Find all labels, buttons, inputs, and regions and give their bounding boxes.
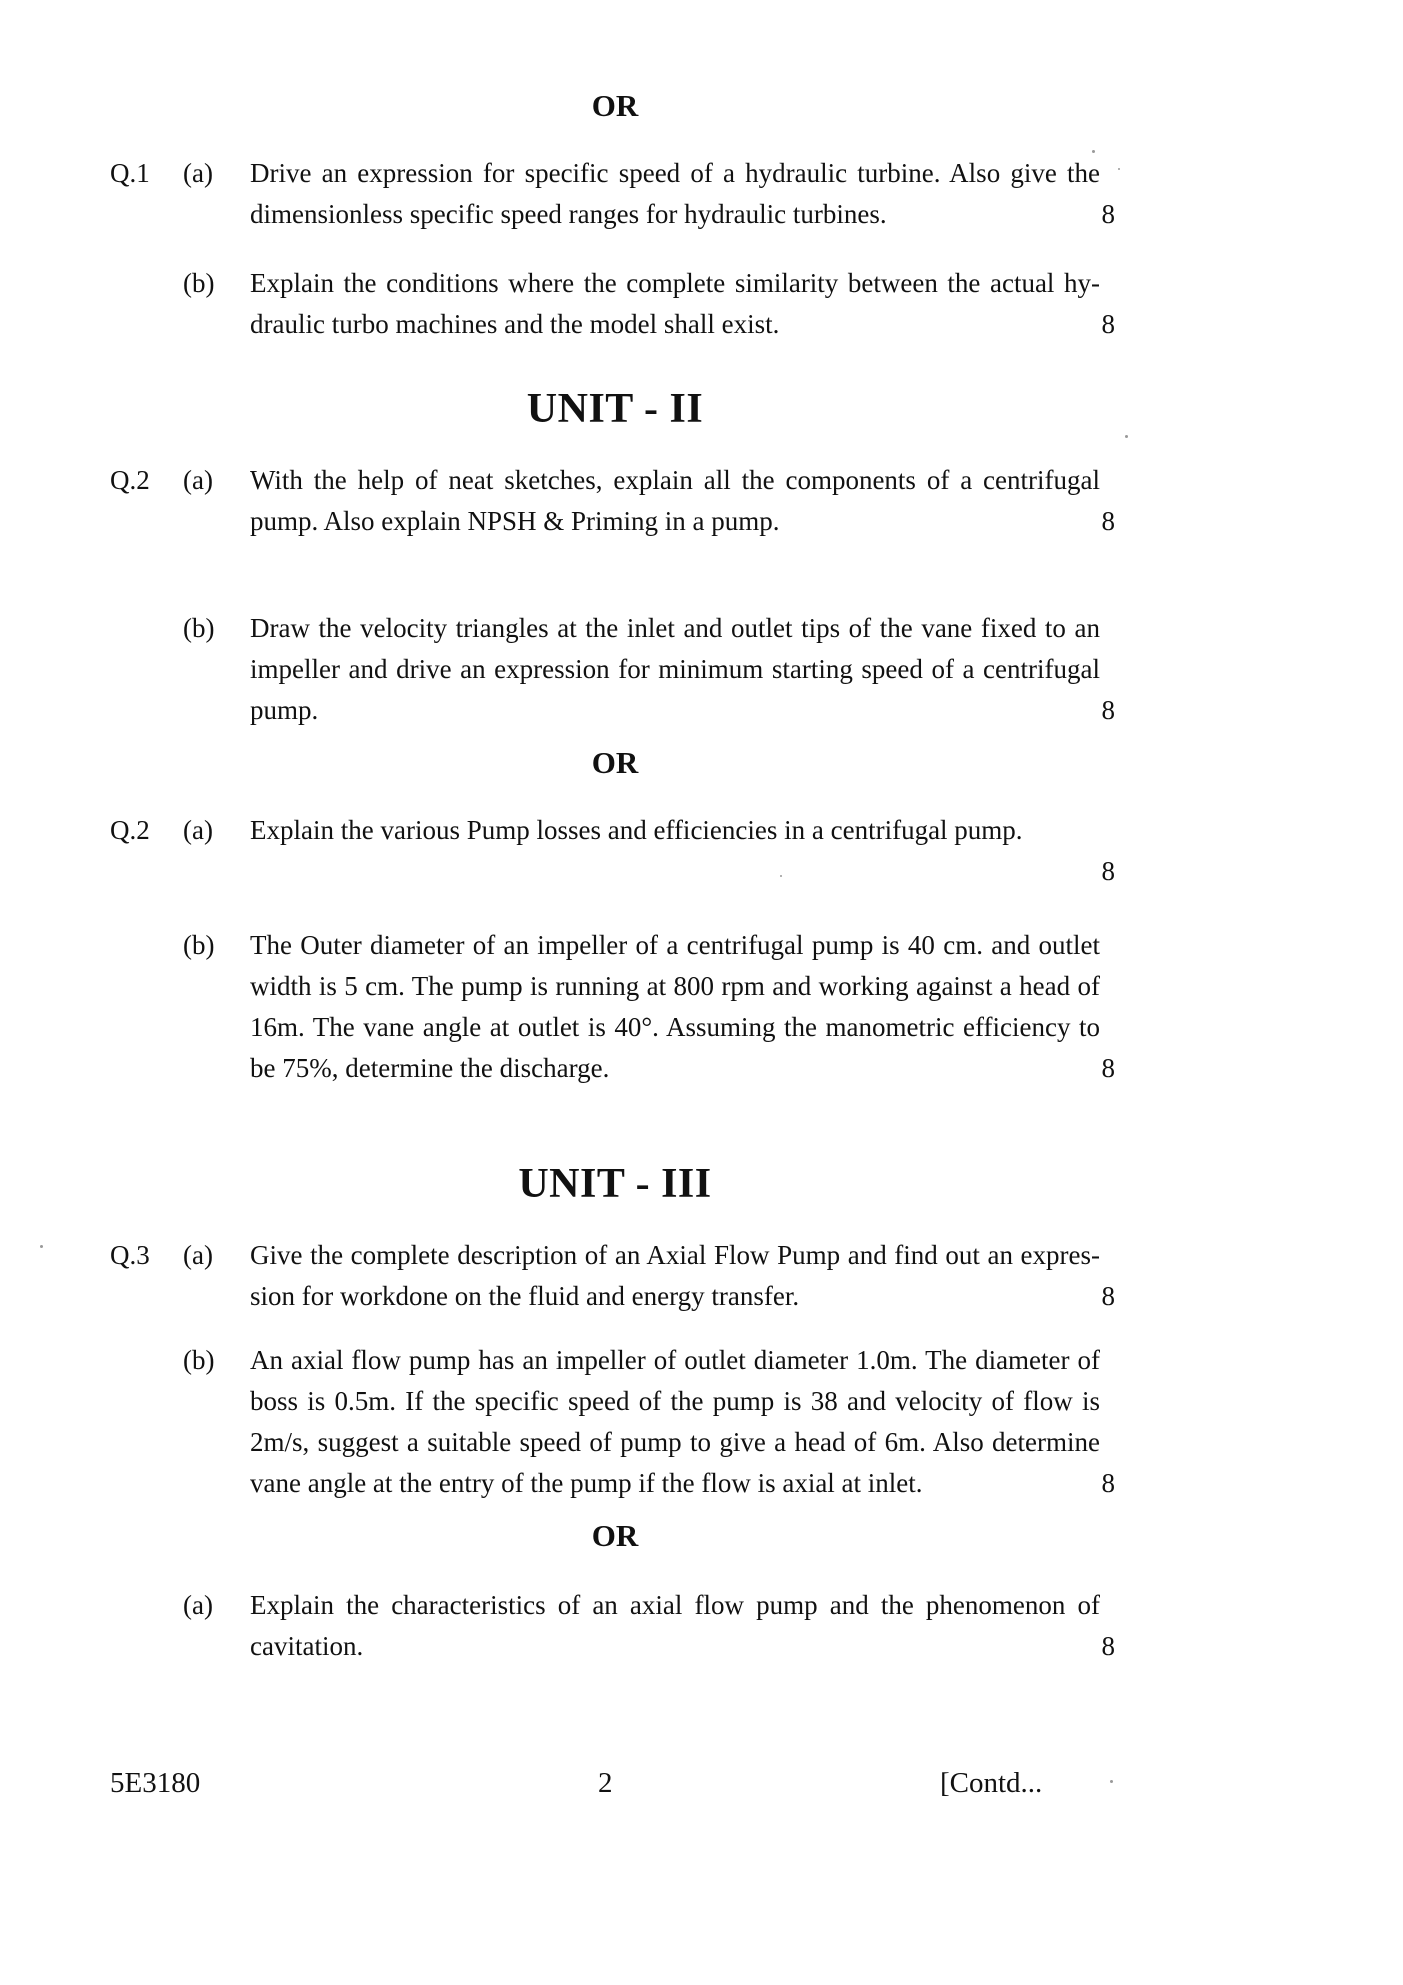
question-number: Q.1 — [110, 158, 150, 188]
question-marks: 8 — [1101, 1631, 1115, 1661]
question-text: With the help of neat sketches, explain all the components of a centrifugal pump. Also explain NPSH & Priming in a pump. — [250, 465, 1100, 536]
question-part: (b) — [183, 268, 215, 298]
question-part: (a) — [183, 1590, 213, 1620]
page-number: 2 — [598, 1767, 613, 1799]
question-marks: 8 — [1101, 506, 1115, 536]
or-heading-3: OR — [591, 1518, 639, 1553]
question-part: (b) — [183, 1345, 215, 1375]
question-number: Q.2 — [110, 465, 150, 495]
scan-speck — [1092, 150, 1095, 153]
scan-speck — [780, 875, 782, 877]
question-text: An axial flow pump has an impeller of outlet diameter 1.0m. The diameter of boss is 0.5m. If the specific speed of the pump is 38 and velocity of flow is 2m/s, suggest a suitable speed of pump to give a head of 6m. Also determine vane angle at the entry of the pump if the flow is axial at inlet. — [250, 1345, 1100, 1498]
question-text: Explain the characteristics of an axial flow pump and the phenomenon of cavitation. — [250, 1590, 1100, 1661]
scan-speck — [1110, 1780, 1113, 1783]
question-text: The Outer diameter of an impeller of a centrifugal pump is 40 cm. and outlet width is 5 cm. The pump is running at 800 rpm and working against a head of 16m. The vane angle at outlet is 40°. Assuming the manometric efficiency to be 75%, determine the discharge. — [250, 930, 1100, 1083]
scan-speck — [40, 1245, 43, 1248]
question-number: Q.2 — [110, 815, 150, 845]
question-text: Explain the conditions where the complete similarity between the actual hy-draulic turbo machines and the model shall exist. — [250, 268, 1100, 339]
continued-marker: [Contd... — [940, 1767, 1043, 1799]
unit-heading-3: UNIT - III — [518, 1161, 712, 1207]
question-number: Q.3 — [110, 1240, 150, 1270]
question-marks: 8 — [1101, 309, 1115, 339]
question-part: (a) — [183, 158, 213, 188]
question-marks: 8 — [1101, 1053, 1115, 1083]
paper-code: 5E3180 — [110, 1767, 201, 1799]
question-marks: 8 — [1101, 1281, 1115, 1311]
question-text: Draw the velocity triangles at the inlet and outlet tips of the vane fixed to an impeller and drive an expression for minimum starting speed of a centrifugal pump. — [250, 613, 1100, 725]
question-text: Drive an expression for specific speed of a hydraulic turbine. Also give the dimensionless specific speed ranges for hydraulic turbines. — [250, 158, 1100, 229]
or-heading-1: OR — [591, 88, 639, 123]
question-marks: 8 — [1101, 695, 1115, 725]
question-text: Explain the various Pump losses and efficiencies in a centrifugal pump. — [250, 815, 1023, 845]
or-heading-2: OR — [591, 745, 639, 780]
question-marks: 8 — [1101, 856, 1115, 886]
unit-heading-2: UNIT - II — [526, 386, 704, 432]
scan-speck — [1125, 435, 1128, 438]
question-text: Give the complete description of an Axial Flow Pump and find out an expres-sion for workdone on the fluid and energy transfer. — [250, 1240, 1100, 1311]
question-part: (a) — [183, 465, 213, 495]
question-part: (b) — [183, 930, 215, 960]
question-part: (a) — [183, 815, 213, 845]
question-marks: 8 — [1101, 1468, 1115, 1498]
question-part: (a) — [183, 1240, 213, 1270]
question-part: (b) — [183, 613, 215, 643]
scan-speck — [1118, 168, 1120, 170]
question-marks: 8 — [1101, 199, 1115, 229]
